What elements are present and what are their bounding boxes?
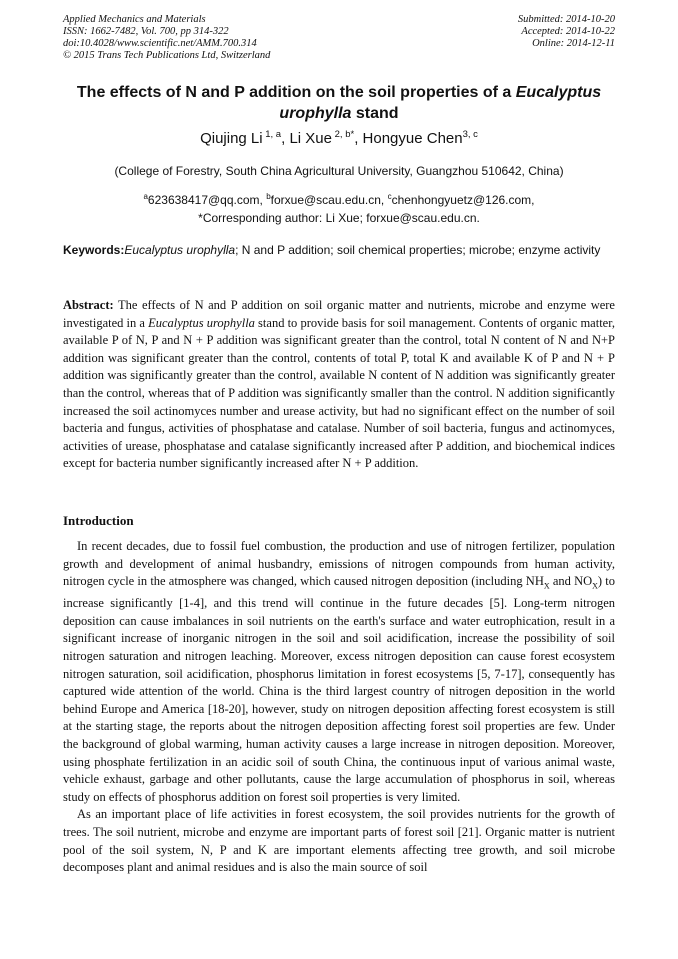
keywords-species: Eucalyptus urophylla — [124, 243, 236, 257]
email-c[interactable]: chenhongyuetz@126.com, — [391, 193, 535, 207]
author-affil-mark: 3, c — [462, 129, 478, 140]
abstract-species: Eucalyptus urophylla — [148, 315, 255, 330]
intro-p1-text: and NO — [549, 574, 593, 589]
abstract-label: Abstract: — [63, 298, 114, 312]
abstract-text-2: stand to provide basis for soil management. Contents of organic matter, available P of N, P and N + P addition was significant greater than the control, total N content of N and N+P addition was significant greater than the control, contents of total P, total K and available K of P and N + P addition was significantly greater than the control, available N content of N addition was significantly greater than the control, whereas that of P addition was significantly smaller than the control. N addition significantly increased the soil actinomyces number and urease activity, but had no significant effect on the number of soil bacteria and fungus, activities of phosphatase and catalase. Number of soil bacteria, fungus and actinomyces, activities of urease, phosphatase and catalase significantly increased after P addition, and biochemical indices except for bacteria number significantly increased after N + P addition. — [63, 315, 616, 471]
author-name: Li Xue — [289, 130, 332, 147]
email-mark-a: a — [143, 192, 148, 201]
section-heading-introduction: Introduction — [63, 513, 134, 528]
intro-paragraph-1 — [63, 538, 615, 806]
author-separator: , — [354, 130, 363, 147]
abstract-text-1: The effects of N and P addition on soil organic matter and nutrients, microbe and enzyme were investigated in a — [63, 298, 615, 330]
date-online: Online: 2014-12-11 — [532, 38, 615, 49]
journal-doi[interactable]: doi:10.4028/www.scientific.net/AMM.700.314 — [63, 38, 257, 49]
title-species: Eucalyptus urophylla — [279, 84, 602, 122]
email-a[interactable]: 623638417@qq.com, — [147, 193, 267, 207]
journal-issn: ISSN: 1662-7482, Vol. 700, pp 314-322 — [63, 26, 229, 37]
author-affil-mark: 1, a — [262, 129, 282, 140]
subscript-x: X — [592, 581, 598, 591]
email-mark-b: b — [266, 192, 271, 201]
affiliation: (College of Forestry, South China Agricultural University, Guangzhou 510642, China) — [114, 164, 564, 178]
keywords — [63, 242, 615, 259]
journal-copyright: © 2015 Trans Tech Publications Ltd, Switzerland — [63, 50, 271, 61]
title-part-2: stand — [351, 105, 399, 122]
email-mark-c: c — [387, 192, 392, 201]
email-line — [63, 188, 615, 209]
intro-p1-text: ) to increase significantly [1-4], and this trend will continue in the future decades [5]. Long-term nitrogen deposition can cause imbalances in soil nutrients on the earth's surface and water eutrophication, result in a significant increase of inorganic nitrogen in the soil and soil acidification, increase the possibility of soil nitrogen saturation and nitrogen leaching. Moreover, excess nitrogen deposition can cause forest ecosystem nitrogen saturation, soil acidification, phosphorus limitation in forest ecosystems [5, 7-17], consequently has captured wide attention of the world. China is the third largest country of nitrogen deposition in the world behind Europe and America [18-20], however, study on nitrogen deposition affecting forest ecosystem is still at the starting stage, the reports about the nitrogen deposition affecting forest soil properties are few. Under the background of global warming, human activity causes a large increase in nitrogen deposition. Moreover, using phosphate fertilization in an acidic soil of south China, the continuous input of various animal waste, vehicle exhaust, garbage and other pollutants, cause the large accumulation of phosphorus in soil, whereas study on effects of phosphorus addition on forest soil properties is very limited. — [63, 574, 615, 804]
introduction-body — [63, 538, 615, 877]
email-b[interactable]: forxue@scau.edu.cn, — [270, 193, 388, 207]
author-emails — [63, 188, 615, 227]
journal-name: Applied Mechanics and Materials — [63, 14, 206, 25]
paper-title — [63, 82, 615, 124]
keywords-label: Keywords: — [63, 243, 125, 257]
author-name: Qiujing Li — [200, 130, 263, 147]
date-accepted: Accepted: 2014-10-22 — [521, 26, 615, 37]
journal-info — [63, 14, 270, 62]
author-list — [63, 124, 615, 150]
date-submitted: Submitted: 2014-10-20 — [517, 14, 615, 25]
publication-dates — [518, 14, 615, 50]
corresponding-author: *Corresponding author: Li Xue; forxue@scau.edu.cn. — [198, 211, 480, 225]
author-affil-mark: 2, b* — [332, 129, 355, 140]
abstract — [63, 297, 615, 473]
keywords-list: ; N and P addition; soil chemical properties; microbe; enzyme activity — [235, 243, 601, 257]
author-name: Hongyue Chen — [362, 130, 463, 147]
intro-paragraph-2: As an important place of life activities in forest ecosystem, the soil provides nutrients for the growth of trees. The soil nutrient, microbe and enzyme are important parts of forest soil [21]. Organic matter is nutrient pool of the soil system, N, P and K are important elements affecting tree growth, and soil microbe decomposes plant and animal residues and is also the main source of soil — [63, 807, 615, 875]
author-separator: , — [281, 130, 290, 147]
intro-p1-text: In recent decades, due to fossil fuel combustion, the production and use of nitrogen fertilizer, population growth and development of animal husbandry, emissions of nitrogen compounds from human activity, nitrogen cycle in the atmosphere was changed, which caused nitrogen deposition (including NH — [63, 539, 615, 589]
subscript-x: X — [543, 581, 550, 591]
title-part-1: The effects of N and P addition on the soil properties of a — [76, 84, 516, 101]
